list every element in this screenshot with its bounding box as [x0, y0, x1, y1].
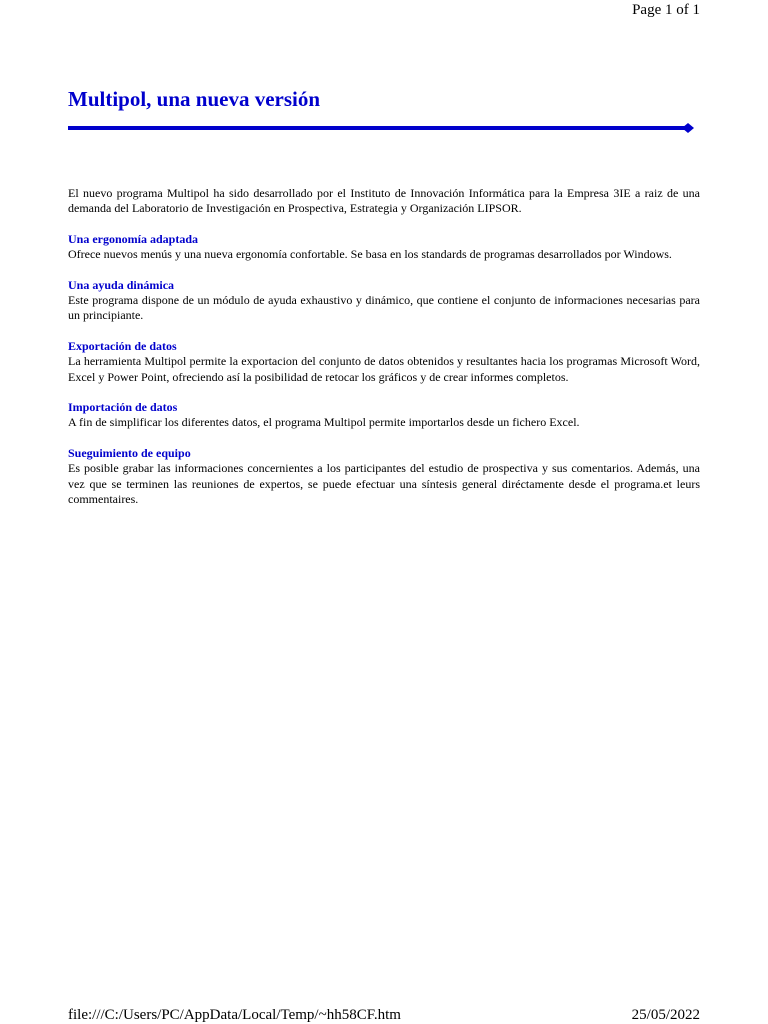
section-ergonomia: [68, 232, 700, 263]
section-importacion: [68, 400, 700, 431]
intro-paragraph: El nuevo programa Multipol ha sido desarrollado por el Instituto de Innovación Informática para la Empresa 3IE a raiz de una demanda del Laboratorio de Investigación en Prospectiva, Estrategia y Organización LIPSOR.: [68, 186, 700, 216]
section-body: A fin de simplificar los diferentes datos, el programa Multipol permite importarlos desde un fichero Excel.: [68, 415, 580, 430]
section-heading: Una ergonomía adaptada: [68, 231, 199, 246]
section-seguimiento: [68, 446, 700, 508]
section-body: Ofrece nuevos menús y una nueva ergonomía confortable. Se basa en los standards de programas desarrollados por Windows.: [68, 247, 672, 262]
page-number: Page 1 of 1: [632, 2, 700, 18]
footer-file-path: file:///C:/Users/PC/AppData/Local/Temp/~hh58CF.htm: [68, 1007, 401, 1023]
section-exportacion: [68, 339, 700, 385]
section-heading: Importación de datos: [68, 400, 178, 415]
title-divider: [68, 123, 696, 133]
section-heading: Exportación de datos: [68, 338, 177, 353]
section-body: Es posible grabar las informaciones concernientes a los participantes del estudio de prospectiva y sus comentarios. Además, una vez que se terminen las reuniones de expertos, se puede efectuar una síntesis general diréctamente desde el programa.et leurs commentaires.: [68, 461, 700, 507]
section-body: La herramienta Multipol permite la exportacion del conjunto de datos obtenidos y resultantes hacia los programas Microsoft Word, Excel y Power Point, ofreciendo así la posibilidad de retocar los gráficos y de crear informes completos.: [68, 354, 700, 384]
page-title: Multipol, una nueva versión: [68, 87, 321, 111]
section-body: Este programa dispone de un módulo de ayuda exhaustivo y dinámico, que contiene el conjunto de informaciones necesarias para un principiante.: [68, 293, 700, 323]
section-heading: Sueguimiento de equipo: [68, 445, 191, 460]
section-ayuda: [68, 278, 700, 324]
footer-date: 25/05/2022: [631, 1007, 700, 1023]
section-heading: Una ayuda dinámica: [68, 277, 175, 292]
document-body: [68, 186, 700, 523]
